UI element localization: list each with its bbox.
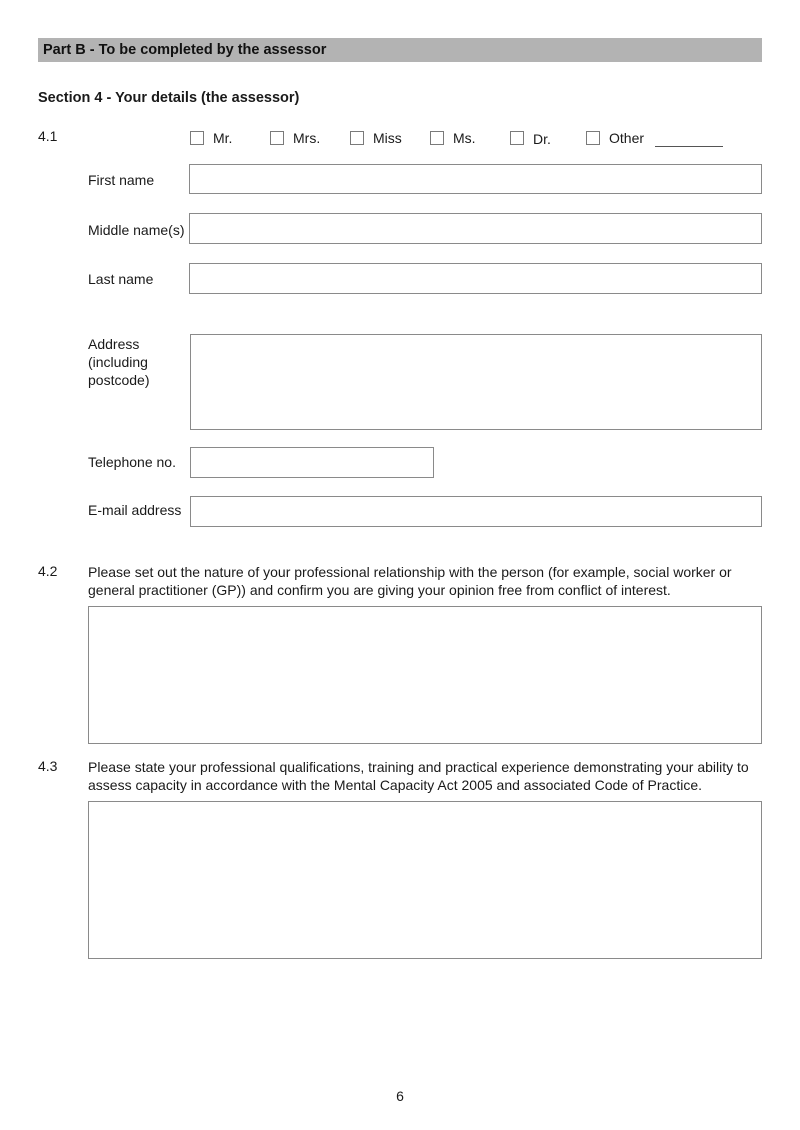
question-number-4-1: 4.1 [38,128,58,144]
address-label-line-3: postcode) [88,372,150,388]
middle-names-label: Middle name(s) [88,222,185,238]
middle-names-field[interactable] [189,213,762,244]
email-field[interactable] [190,496,762,527]
qualifications-field[interactable] [88,801,762,959]
title-label-ms: Ms. [453,130,476,146]
email-label: E-mail address [88,502,182,518]
address-label-line-1: Address [88,336,140,352]
title-label-dr: Dr. [533,131,551,147]
question-4-2-text [88,563,768,599]
page-number: 6 [396,1088,404,1104]
title-checkbox-dr[interactable] [510,131,524,145]
title-checkbox-mr[interactable] [190,131,204,145]
address-label [88,335,149,389]
title-checkbox-mrs[interactable] [270,131,284,145]
first-name-field[interactable] [189,164,762,194]
address-field[interactable] [190,334,762,430]
professional-relationship-field[interactable] [88,606,762,744]
question-4-2-line-2: general practitioner (GP)) and confirm you are giving your opinion free from conflict of interest. [88,582,671,598]
title-label-mr: Mr. [213,130,233,146]
first-name-label: First name [88,172,155,188]
title-label-mrs: Mrs. [293,130,321,146]
title-checkbox-miss[interactable] [350,131,364,145]
part-header: Part B - To be completed by the assessor [38,38,762,62]
title-checkbox-other[interactable] [586,131,600,145]
question-number-4-3: 4.3 [38,758,58,774]
question-4-3-text [88,758,768,794]
question-4-3-line-2: assess capacity in accordance with the Mental Capacity Act 2005 and associated Code of Practice. [88,777,703,793]
title-label-other: Other [609,130,645,146]
question-number-4-2: 4.2 [38,563,58,579]
telephone-field[interactable] [190,447,434,478]
question-4-3-line-1: Please state your professional qualifications, training and practical experience demonstrating your ability to [88,759,749,775]
title-checkbox-ms[interactable] [430,131,444,145]
question-4-2-line-1: Please set out the nature of your professional relationship with the person (for example, social worker or [88,564,732,580]
address-label-line-2: (including [88,354,148,370]
telephone-label: Telephone no. [88,454,176,470]
section-title: Section 4 - Your details (the assessor) [38,90,300,106]
last-name-field[interactable] [189,263,762,294]
last-name-label: Last name [88,271,154,287]
other-title-line[interactable] [655,145,723,147]
title-label-miss: Miss [373,130,402,146]
